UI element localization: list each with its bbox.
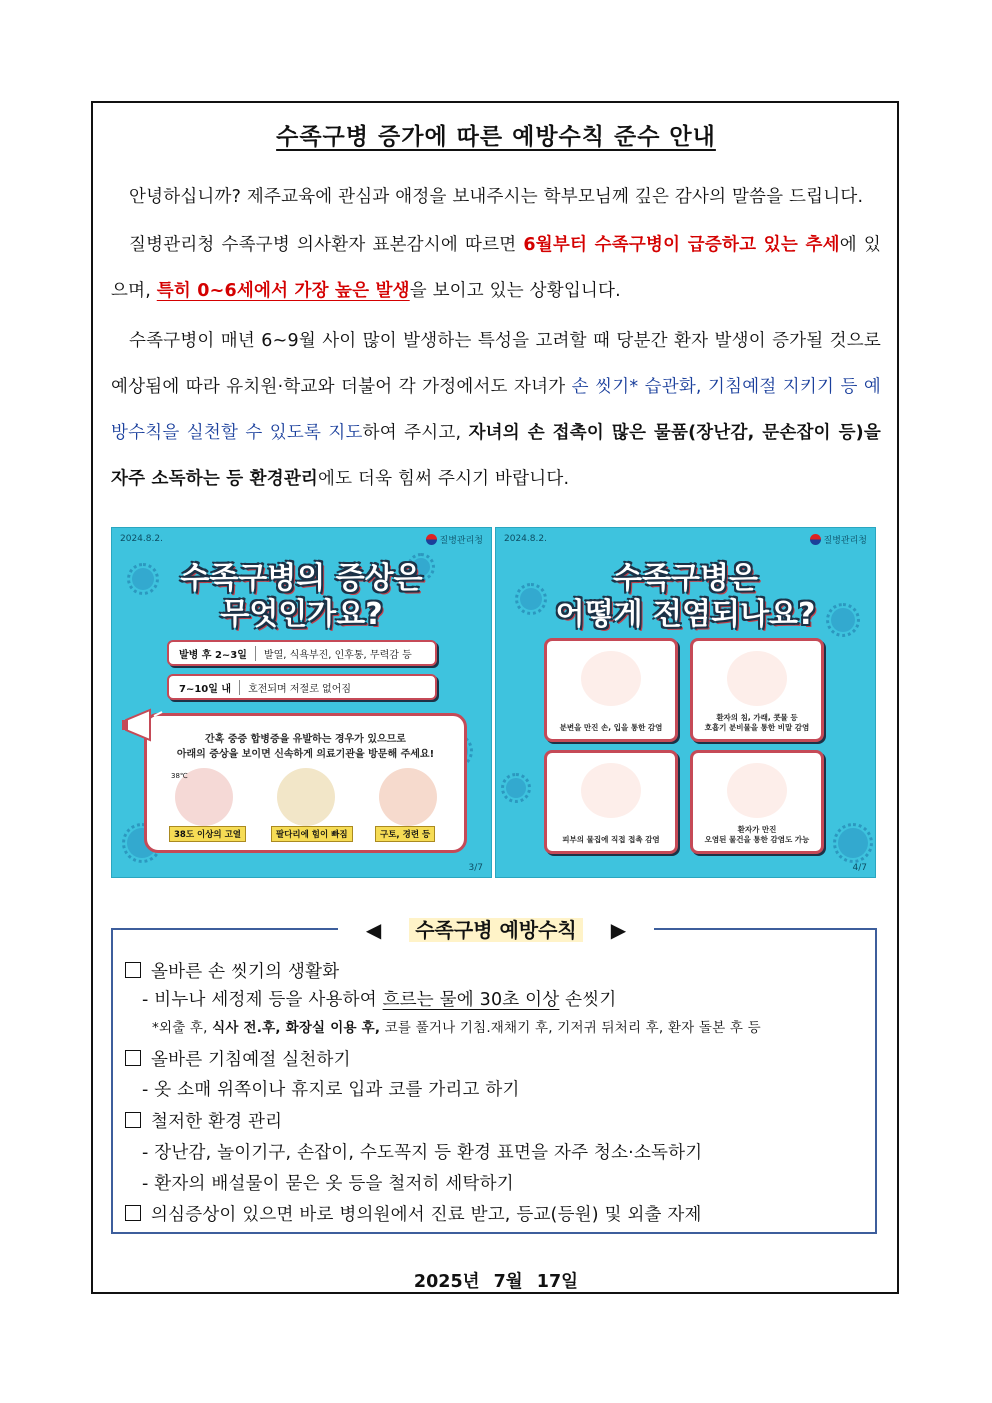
item-label: 올바른 기침예절 실천하기: [151, 1050, 351, 1070]
card-label-line1: 환자가 만진: [737, 825, 777, 834]
para2-highlight-trend: 6월부터 수족구병이 급증하고 있는 추세: [523, 235, 840, 255]
prevention-item-symptoms: [125, 1201, 702, 1226]
card-label: [695, 825, 819, 845]
card-objects: [690, 750, 824, 854]
handshake-illustration: [581, 763, 641, 818]
card-droplet: [690, 638, 824, 742]
row-text: 호전되며 저절로 없어짐: [248, 683, 352, 695]
card-label: [695, 713, 819, 733]
para2-text-e: 을 보이고 있는 상황입니다.: [409, 281, 621, 301]
detail-highlight: 흐르는 물에 30초 이상: [382, 990, 560, 1010]
document-date: 2025년 7월 17일: [413, 1272, 579, 1292]
symptom-label-vomiting: 구토, 경련 등: [375, 826, 435, 842]
row-text: 발열, 식욕부진, 인후통, 무력감 등: [263, 649, 412, 661]
coughing-child-illustration: [727, 651, 787, 706]
note-highlight: 식사 전.후, 화장실 이용 후,: [212, 1020, 381, 1036]
right-triangle-icon: ▶: [597, 918, 640, 942]
prevention-item-environment: [125, 1108, 282, 1133]
para3-text-a: 수족구병이 매년 6~9월 사이 많이 발생하는 특성을 고려할 때 당분간 환자 발생이 증가될 것으로 예상됨에 따라 유치원·학교와 더불어 각 가정에서도 자녀가: [111, 331, 881, 397]
weak-limbs-illustration: [277, 768, 335, 826]
kdca-logo: [810, 533, 867, 546]
para3-highlight-environment: 자녀의 손 접촉이 많은 물품(장난감, 문손잡이 등)을 자주 소독하는 등 환경관리: [111, 423, 881, 489]
vomiting-illustration: [379, 768, 437, 826]
detail-text-c: 손씻기: [559, 990, 617, 1010]
greeting-text: 안녕하십니까? 제주교육에 관심과 애정을 보내주시는 학부모님께 깊은 감사의 말씀을 드립니다.: [129, 187, 864, 207]
prevention-title: [0, 914, 992, 943]
environment-detail-2: - 환자의 배설물이 묻은 옷 등을 철저히 세탁하기: [142, 1174, 514, 1194]
kdca-logo: [426, 533, 483, 546]
symptoms-infographic: [111, 527, 492, 878]
symptom-row-recovery: [167, 674, 437, 700]
emblem-icon: [810, 534, 821, 545]
virus-icon: [506, 778, 526, 798]
panel-title-line1: 수족구병의 증상은: [180, 561, 423, 596]
card-contact: [544, 750, 678, 854]
para3-text-e: 에도 더욱 힘써 주시기 바랍니다.: [318, 469, 570, 489]
checkbox-icon: [125, 1112, 141, 1128]
row-head: 7~10일 내: [179, 680, 240, 695]
request-paragraph: [111, 318, 881, 502]
warning-text: [147, 732, 464, 762]
item-label: 올바른 손 씻기의 생활화: [151, 962, 340, 982]
panel-date: 2024.8.2.: [504, 534, 547, 544]
org-name: 질병관리청: [439, 536, 483, 546]
symptom-label-weakness: 팔다리에 힘이 빠짐: [271, 826, 353, 842]
temperature-label: 38℃: [171, 772, 188, 780]
handwashing-detail: [142, 986, 616, 1011]
card-fecal-oral: [544, 638, 678, 742]
teddy-bear-illustration: [727, 763, 787, 818]
environment-detail-1: - 장난감, 놀이기구, 손잡이, 수도꼭지 등 환경 표면을 자주 청소·소독하기: [142, 1143, 703, 1163]
cough-detail: - 옷 소매 위쪽이나 휴지로 입과 코를 가리고 하기: [142, 1080, 520, 1100]
note-text-c: 코를 풀거나 기침.재채기 후, 기저귀 뒤처리 후, 환자 돌본 후 등: [380, 1020, 761, 1036]
symptom-row-early: [167, 640, 437, 666]
warning-line2: 아래의 증상을 보이면 신속하게 의료기관을 방문해 주세요!: [176, 749, 435, 760]
left-triangle-icon: ◀: [352, 918, 395, 942]
megaphone-icon: [120, 706, 166, 744]
symptom-label-fever: 38도 이상의 고열: [169, 826, 246, 842]
card-label: 분변을 만진 손, 입을 통한 감염: [559, 723, 663, 732]
prevention-item-handwashing: [125, 958, 339, 983]
panel-date: 2024.8.2.: [120, 534, 163, 544]
fever-child-illustration: [171, 768, 233, 826]
card-label: 피부의 물집에 직접 접촉 감염: [562, 835, 660, 844]
surveillance-paragraph: [111, 222, 881, 314]
prevention-title-text: 수족구병 예방수칙: [409, 918, 583, 942]
para2-text-c: 에 있으며,: [111, 235, 881, 301]
prevention-item-cough: [125, 1046, 351, 1071]
para2-highlight-age: 특히 0~6세에서 가장 높은 발생: [156, 281, 410, 301]
greeting-paragraph: [111, 174, 881, 220]
para3-highlight-habits: 손 씻기* 습관화, 기침예절 지키기 등 예방수칙을 실천할 수 있도록 지도: [111, 377, 881, 443]
page-title: 수족구병 증가에 따른 예방수칙 준수 안내: [276, 124, 716, 150]
item-label: 철저한 환경 관리: [151, 1112, 283, 1132]
card-label-line2: 호흡기 분비물을 통한 비말 감염: [704, 723, 810, 732]
page-number: 3/7: [468, 863, 483, 873]
checkbox-icon: [125, 1050, 141, 1066]
panel-title-line1: 수족구병은: [613, 561, 758, 596]
card-label-line1: 환자의 침, 가래, 콧물 등: [716, 713, 798, 722]
page-number: 4/7: [852, 863, 867, 873]
item-label: 의심증상이 있으면 바로 병의원에서 진료 받고, 등교(등원) 및 외출 자제: [151, 1205, 702, 1225]
emblem-icon: [426, 534, 437, 545]
panel-title-line2: 무엇인가요?: [220, 597, 383, 632]
virus-icon: [838, 828, 868, 858]
checkbox-icon: [125, 962, 141, 978]
note-text-a: *외출 후,: [152, 1020, 213, 1036]
transmission-infographic: [495, 527, 876, 878]
card-label-line2: 오염된 물건을 통한 감염도 가능: [704, 835, 810, 844]
mouth-illustration: [581, 651, 641, 706]
row-head: 발병 후 2~3일: [179, 646, 256, 661]
para2-text-a: 질병관리청 수족구병 의사환자 표본감시에 따르면: [129, 235, 524, 255]
warning-line1: 간혹 중증 합병증을 유발하는 경우가 있으므로: [205, 734, 406, 745]
detail-text-a: - 비누나 세정제 등을 사용하여: [142, 990, 383, 1010]
panel-title-line2: 어떻게 전염되나요?: [555, 597, 816, 632]
checkbox-icon: [125, 1205, 141, 1221]
para3-text-c: 하여 주시고,: [362, 423, 469, 443]
org-name: 질병관리청: [823, 536, 867, 546]
handwashing-note: [152, 1016, 761, 1036]
warning-box: [144, 713, 467, 853]
